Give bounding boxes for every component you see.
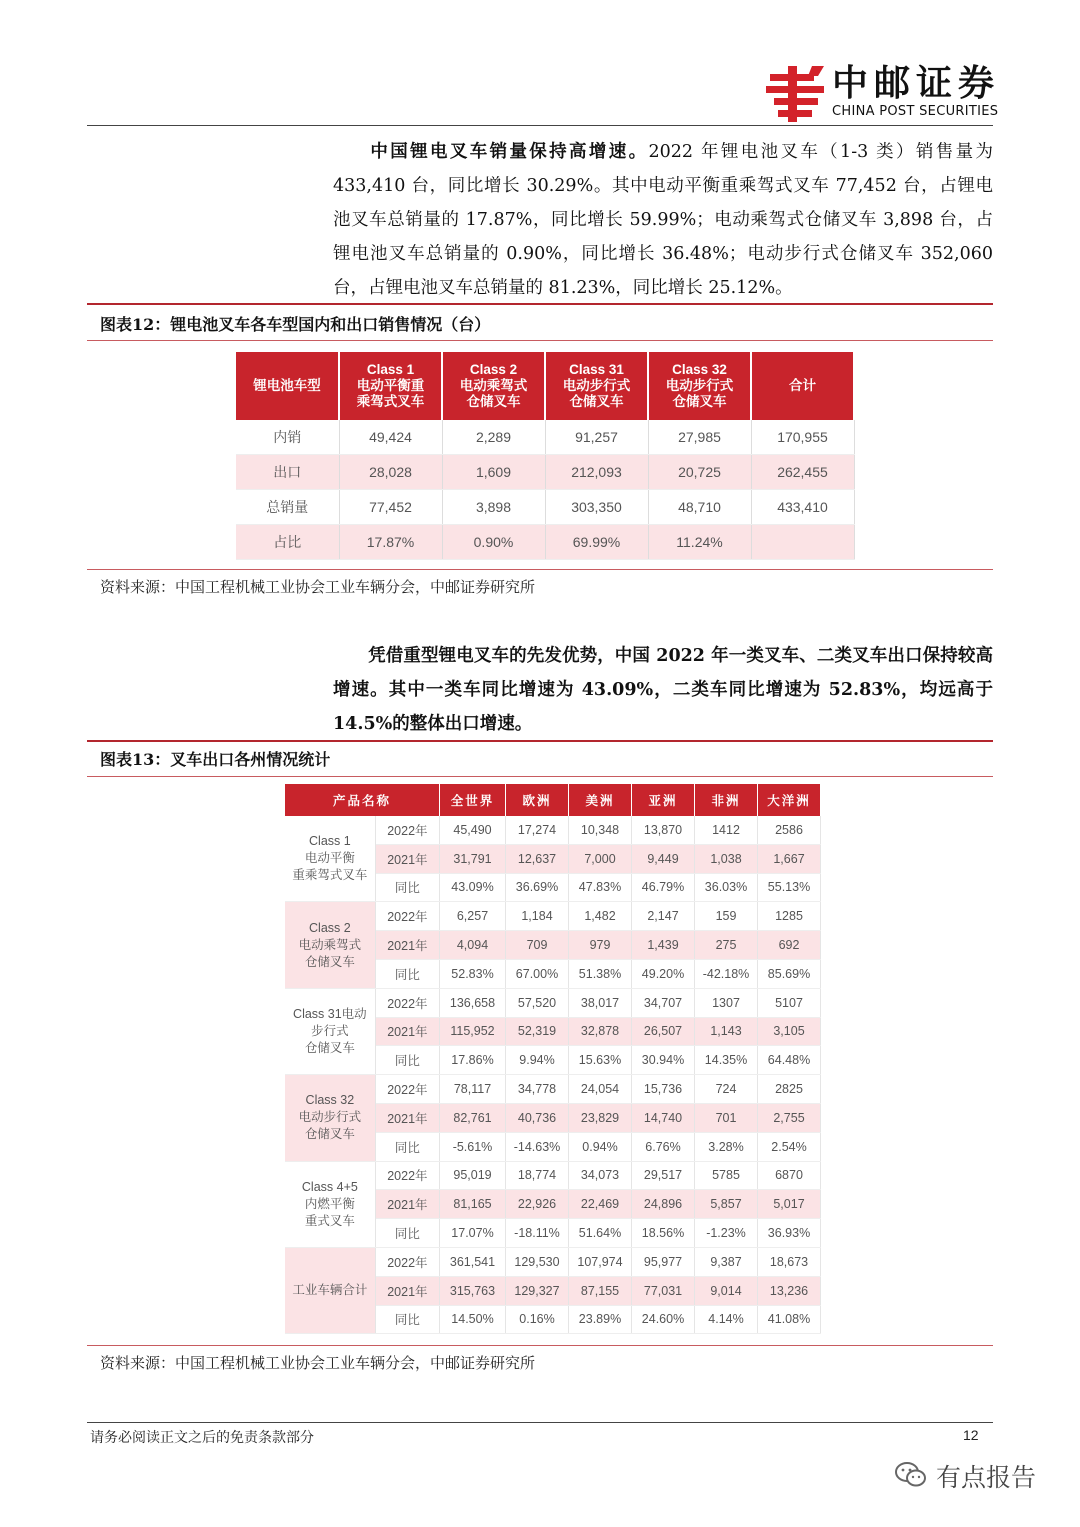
table-cell: 1,143 xyxy=(695,1017,758,1046)
table-row xyxy=(236,490,854,525)
year-label-cell: 2022年 xyxy=(375,902,439,931)
table-cell: 9,449 xyxy=(632,844,695,873)
table-row xyxy=(285,902,821,931)
table-cell: 3,105 xyxy=(758,1017,821,1046)
table-cell: 24,896 xyxy=(632,1190,695,1219)
table-cell: 32,878 xyxy=(569,1017,632,1046)
year-label-cell: 同比 xyxy=(375,1305,439,1334)
table-cell: 315,763 xyxy=(440,1276,506,1305)
year-label-cell: 2021年 xyxy=(375,1103,439,1132)
watermark-text: 有点报告 xyxy=(936,1463,1037,1492)
table-cell: 57,520 xyxy=(506,988,569,1017)
year-label-cell: 2021年 xyxy=(375,931,439,960)
product-group-cell: Class 32 电动步行式 仓储叉车 xyxy=(285,1075,375,1161)
table-cell: 30.94% xyxy=(632,1046,695,1075)
table-cell: 29,517 xyxy=(632,1161,695,1190)
paragraph-text: 凭借重型锂电叉车的先发优势，中国 2022 年一类叉车、二类叉车出口保持较高增速。其中一类车同比增速为 43.09%，二类车同比增速为 52.83%，均远高于 14.5%的整体出口增速。 xyxy=(333,646,993,734)
table-cell: 275 xyxy=(695,931,758,960)
table-cell: 129,530 xyxy=(506,1247,569,1276)
table-cell: 3.28% xyxy=(695,1132,758,1161)
table-row xyxy=(285,1247,821,1276)
figure-bottom-rule xyxy=(87,569,993,570)
table-cell: 26,507 xyxy=(632,1017,695,1046)
table-cell: 36.93% xyxy=(758,1219,821,1248)
table-cell: 5785 xyxy=(695,1161,758,1190)
table-cell: 85.69% xyxy=(758,959,821,988)
table-cell: 45,490 xyxy=(440,816,506,844)
table-header-cell: Class 2 电动乘驾式 仓储叉车 xyxy=(442,352,545,420)
table-cell: 1,439 xyxy=(632,931,695,960)
table-row xyxy=(285,816,821,844)
year-label-cell: 同比 xyxy=(375,959,439,988)
table-cell: 87,155 xyxy=(569,1276,632,1305)
table-cell: 55.13% xyxy=(758,873,821,902)
table-cell: 159 xyxy=(695,902,758,931)
table-cell: 212,093 xyxy=(545,455,648,490)
table-cell: 43.09% xyxy=(440,873,506,902)
figure-title-rule xyxy=(87,740,993,742)
paragraph-lithium-sales xyxy=(333,135,993,305)
table-cell: 9,387 xyxy=(695,1247,758,1276)
table-cell: 20,725 xyxy=(648,455,751,490)
table-cell: 1285 xyxy=(758,902,821,931)
paragraph-lead: 中国锂电叉车销量保持高增速。 xyxy=(368,142,649,162)
table-cell: 36.69% xyxy=(506,873,569,902)
table-cell: 17.87% xyxy=(339,525,442,560)
table-cell: 24.60% xyxy=(632,1305,695,1334)
table-cell: 136,658 xyxy=(440,988,506,1017)
figure-13-source: 资料来源：中国工程机械工业协会工业车辆分会，中邮证券研究所 xyxy=(100,1354,536,1372)
figure-bottom-rule xyxy=(87,1345,993,1346)
table-cell: 17.07% xyxy=(440,1219,506,1248)
table-cell: 13,236 xyxy=(758,1276,821,1305)
year-label-cell: 2022年 xyxy=(375,1247,439,1276)
table-cell: 78,117 xyxy=(440,1075,506,1104)
table-cell: 14,740 xyxy=(632,1103,695,1132)
table-row xyxy=(236,455,854,490)
year-label-cell: 2022年 xyxy=(375,816,439,844)
table-cell: 692 xyxy=(758,931,821,960)
table-cell: 91,257 xyxy=(545,420,648,455)
figure-title-rule xyxy=(87,303,993,305)
table-cell: 34,707 xyxy=(632,988,695,1017)
table-cell: 14.35% xyxy=(695,1046,758,1075)
product-group-cell: 工业车辆合计 xyxy=(285,1247,375,1333)
table-cell: 115,952 xyxy=(440,1017,506,1046)
table-cell: 64.48% xyxy=(758,1046,821,1075)
table-cell: 13,870 xyxy=(632,816,695,844)
table-cell: 51.64% xyxy=(569,1219,632,1248)
table-cell: 46.79% xyxy=(632,873,695,902)
table-row xyxy=(285,1161,821,1190)
table-cell: 10,348 xyxy=(569,816,632,844)
table-cell: 7,000 xyxy=(569,844,632,873)
table-cell: 303,350 xyxy=(545,490,648,525)
table-cell: 4,094 xyxy=(440,931,506,960)
table-cell: 48,710 xyxy=(648,490,751,525)
table-cell: 18.56% xyxy=(632,1219,695,1248)
table-cell: 41.08% xyxy=(758,1305,821,1334)
figure-12-table xyxy=(236,352,855,560)
wechat-icon xyxy=(894,1460,928,1490)
table-cell: -42.18% xyxy=(695,959,758,988)
table-cell: 18,774 xyxy=(506,1161,569,1190)
table-cell: 内销 xyxy=(236,420,339,455)
table-cell: 38,017 xyxy=(569,988,632,1017)
table-cell: 6,257 xyxy=(440,902,506,931)
table-cell: 2,289 xyxy=(442,420,545,455)
table-header-cell: 合计 xyxy=(751,352,854,420)
year-label-cell: 2022年 xyxy=(375,1161,439,1190)
table-header-cell: 欧洲 xyxy=(506,784,569,816)
table-row xyxy=(236,420,854,455)
table-cell: 34,778 xyxy=(506,1075,569,1104)
table-cell: 22,469 xyxy=(569,1190,632,1219)
table-cell: 2,147 xyxy=(632,902,695,931)
table-cell: 2,755 xyxy=(758,1103,821,1132)
table-cell: 979 xyxy=(569,931,632,960)
footer-disclaimer: 请务必阅读正文之后的免责条款部分 xyxy=(90,1430,314,1446)
table-cell: 12,637 xyxy=(506,844,569,873)
figure-13-table xyxy=(285,784,821,1334)
table-cell: 47.83% xyxy=(569,873,632,902)
table-cell: 23.89% xyxy=(569,1305,632,1334)
table-cell: 1,667 xyxy=(758,844,821,873)
footer-divider xyxy=(87,1422,993,1423)
page-number: 12 xyxy=(963,1427,979,1443)
table-header-cell: 美洲 xyxy=(569,784,632,816)
table-cell: -5.61% xyxy=(440,1132,506,1161)
table-cell: 17.86% xyxy=(440,1046,506,1075)
table-cell: 67.00% xyxy=(506,959,569,988)
table-cell: 4.14% xyxy=(695,1305,758,1334)
figure-title-underline xyxy=(87,776,993,777)
table-cell: 24,054 xyxy=(569,1075,632,1104)
year-label-cell: 同比 xyxy=(375,873,439,902)
table-cell: 82,761 xyxy=(440,1103,506,1132)
year-label-cell: 2021年 xyxy=(375,1017,439,1046)
table-cell: 1412 xyxy=(695,816,758,844)
table-cell: 3,898 xyxy=(442,490,545,525)
table-cell: 129,327 xyxy=(506,1276,569,1305)
table-row xyxy=(285,1075,821,1104)
table-header-cell: 非洲 xyxy=(695,784,758,816)
paragraph-body: 2022 年锂电池叉车（1-3 类）销售量为 433,410 台，同比增长 30.29%。其中电动平衡重乘驾式叉车 77,452 台，占锂电池叉车总销量的 17.87%，同比增长 59.99%；电动乘驾式仓储叉车 3,898 台，占锂电池叉车总销量的 0.90%，同比增长 36.48%；电动步行式仓储叉车 352,060 台，占锂电池叉车总销量的 81.23%，同比增长 25.12%。 xyxy=(333,142,994,298)
table-cell: 23,829 xyxy=(569,1103,632,1132)
table-cell: 433,410 xyxy=(751,490,854,525)
table-cell: 11.24% xyxy=(648,525,751,560)
table-cell: 5107 xyxy=(758,988,821,1017)
year-label-cell: 2021年 xyxy=(375,1276,439,1305)
table-cell: 2825 xyxy=(758,1075,821,1104)
china-post-logo-icon xyxy=(766,66,824,122)
table-cell: 2586 xyxy=(758,816,821,844)
table-header-cell: Class 32 电动步行式 仓储叉车 xyxy=(648,352,751,420)
table-cell: 49,424 xyxy=(339,420,442,455)
product-group-cell: Class 31电动 步行式 仓储叉车 xyxy=(285,988,375,1074)
table-cell: 77,452 xyxy=(339,490,442,525)
table-cell: 18,673 xyxy=(758,1247,821,1276)
table-cell: 701 xyxy=(695,1103,758,1132)
table-cell: 占比 xyxy=(236,525,339,560)
year-label-cell: 同比 xyxy=(375,1046,439,1075)
table-cell: 14.50% xyxy=(440,1305,506,1334)
table-cell: 1307 xyxy=(695,988,758,1017)
table-cell: 40,736 xyxy=(506,1103,569,1132)
table-cell: 49.20% xyxy=(632,959,695,988)
table-cell: 0.90% xyxy=(442,525,545,560)
table-cell: 52,319 xyxy=(506,1017,569,1046)
product-group-cell: Class 4+5 内燃平衡 重式叉车 xyxy=(285,1161,375,1247)
table-cell: 95,019 xyxy=(440,1161,506,1190)
table-cell: 34,073 xyxy=(569,1161,632,1190)
table-cell: 5,857 xyxy=(695,1190,758,1219)
table-cell: 2.54% xyxy=(758,1132,821,1161)
table-cell: 52.83% xyxy=(440,959,506,988)
year-label-cell: 2022年 xyxy=(375,1075,439,1104)
table-cell: 0.94% xyxy=(569,1132,632,1161)
table-cell: 1,038 xyxy=(695,844,758,873)
product-group-cell: Class 2 电动乘驾式 仓储叉车 xyxy=(285,902,375,988)
table-header-cell: 大洋洲 xyxy=(758,784,821,816)
table-cell: 77,031 xyxy=(632,1276,695,1305)
product-group-cell: Class 1 电动平衡 重乘驾式叉车 xyxy=(285,816,375,902)
table-cell: 0.16% xyxy=(506,1305,569,1334)
table-cell: 69.99% xyxy=(545,525,648,560)
table-cell: 9,014 xyxy=(695,1276,758,1305)
figure-12-source: 资料来源：中国工程机械工业协会工业车辆分会，中邮证券研究所 xyxy=(100,578,536,596)
table-cell: 出口 xyxy=(236,455,339,490)
table-cell: 6.76% xyxy=(632,1132,695,1161)
table-cell xyxy=(751,525,854,560)
table-cell: 6870 xyxy=(758,1161,821,1190)
table-cell: 总销量 xyxy=(236,490,339,525)
table-header-cell: 亚洲 xyxy=(632,784,695,816)
table-cell: 1,482 xyxy=(569,902,632,931)
table-row xyxy=(236,525,854,560)
table-cell: 28,028 xyxy=(339,455,442,490)
year-label-cell: 2021年 xyxy=(375,1190,439,1219)
table-cell: 170,955 xyxy=(751,420,854,455)
figure-title-underline xyxy=(87,340,993,341)
table-cell: 22,926 xyxy=(506,1190,569,1219)
year-label-cell: 2021年 xyxy=(375,844,439,873)
table-cell: 51.38% xyxy=(569,959,632,988)
header-divider xyxy=(87,125,993,126)
table-cell: 361,541 xyxy=(440,1247,506,1276)
table-cell: 1,609 xyxy=(442,455,545,490)
table-cell: 81,165 xyxy=(440,1190,506,1219)
brand-name-en: CHINA POST SECURITIES xyxy=(832,104,999,119)
table-row xyxy=(285,988,821,1017)
table-cell: 36.03% xyxy=(695,873,758,902)
figure-13-title: 图表13：叉车出口各州情况统计 xyxy=(100,750,331,769)
figure-12-title: 图表12：锂电池叉车各车型国内和出口销售情况（台） xyxy=(100,315,491,334)
table-cell: 107,974 xyxy=(569,1247,632,1276)
table-cell: -18.11% xyxy=(506,1219,569,1248)
table-cell: 31,791 xyxy=(440,844,506,873)
year-label-cell: 2022年 xyxy=(375,988,439,1017)
table-cell: 15.63% xyxy=(569,1046,632,1075)
table-cell: -1.23% xyxy=(695,1219,758,1248)
paragraph-export-growth xyxy=(333,639,993,741)
table-header-cell: 全世界 xyxy=(440,784,506,816)
table-cell: -14.63% xyxy=(506,1132,569,1161)
table-cell: 95,977 xyxy=(632,1247,695,1276)
table-cell: 27,985 xyxy=(648,420,751,455)
year-label-cell: 同比 xyxy=(375,1219,439,1248)
table-cell: 5,017 xyxy=(758,1190,821,1219)
table-header-cell: 锂电池车型 xyxy=(236,352,339,420)
table-cell: 15,736 xyxy=(632,1075,695,1104)
table-cell: 724 xyxy=(695,1075,758,1104)
table-header-cell: 产品名称 xyxy=(285,784,440,816)
table-cell: 709 xyxy=(506,931,569,960)
year-label-cell: 同比 xyxy=(375,1132,439,1161)
brand-name-cn: 中邮证券 xyxy=(832,63,1001,104)
table-cell: 17,274 xyxy=(506,816,569,844)
table-header-cell: Class 31 电动步行式 仓储叉车 xyxy=(545,352,648,420)
table-header-cell: Class 1 电动平衡重 乘驾式叉车 xyxy=(339,352,442,420)
table-cell: 262,455 xyxy=(751,455,854,490)
table-cell: 9.94% xyxy=(506,1046,569,1075)
table-cell: 1,184 xyxy=(506,902,569,931)
